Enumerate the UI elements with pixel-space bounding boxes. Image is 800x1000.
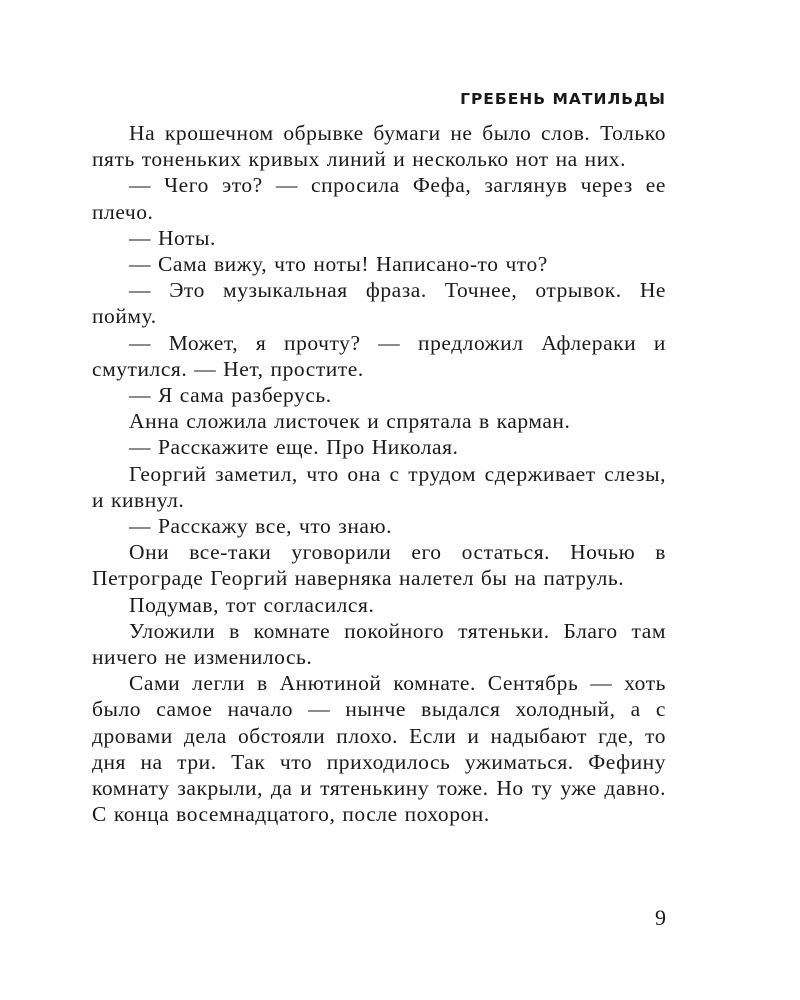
paragraph: — Может, я прочту? — предложил Афлераки и смутился. — Нет, простите. (92, 330, 666, 381)
paragraph: — Чего это? — спросила Фефа, заглянув через ее плечо. (92, 173, 666, 224)
paragraph: Подумав, тот согласился. (129, 592, 375, 617)
paragraph: На крошечном обрывке бумаги не было слов. Только пять тоненьких кривых линий и несколько нот на них. (92, 121, 666, 172)
paragraph: Уложили в комнате покойного тятеньки. Благо там ничего не изменилось. (92, 618, 666, 670)
paragraph: Сами легли в Анютиной комнате. Сентябрь — хоть было самое начало — нынче выдался холодный, а с дровами дела обстояли плохо. Если и надыбают где, то дня на три. Так что приходилось ужиматься. Фефину комнату закрыли, да и тятенькину тоже. Но ту уже давно. С конца восемнадцатого, после похорон. (92, 671, 666, 827)
paragraph: Они все-таки уговорили его остаться. Ночью в Петрограде Георгий наверняка налетел бы на патруль. (92, 540, 666, 591)
paragraph: — Расскажу все, что знаю. (129, 514, 393, 539)
body-text (92, 120, 666, 827)
page-number: 9 (655, 905, 666, 930)
paragraph: — Это музыкальная фраза. Точнее, отрывок. Не пойму. (92, 278, 666, 329)
paragraph: — Я сама разберусь. (129, 383, 332, 408)
paragraph: Георгий заметил, что она с трудом сдерживает слезы, и кивнул. (92, 461, 666, 512)
paragraph: — Ноты. (129, 225, 216, 250)
running-head: ГРЕБЕНЬ МАТИЛЬДЫ (460, 90, 666, 108)
paragraph: Анна сложила листочек и спрятала в карман. (129, 409, 571, 434)
paragraph: — Расскажите еще. Про Николая. (129, 435, 459, 460)
paragraph: — Сама вижу, что ноты! Написано-то что? (129, 252, 548, 277)
